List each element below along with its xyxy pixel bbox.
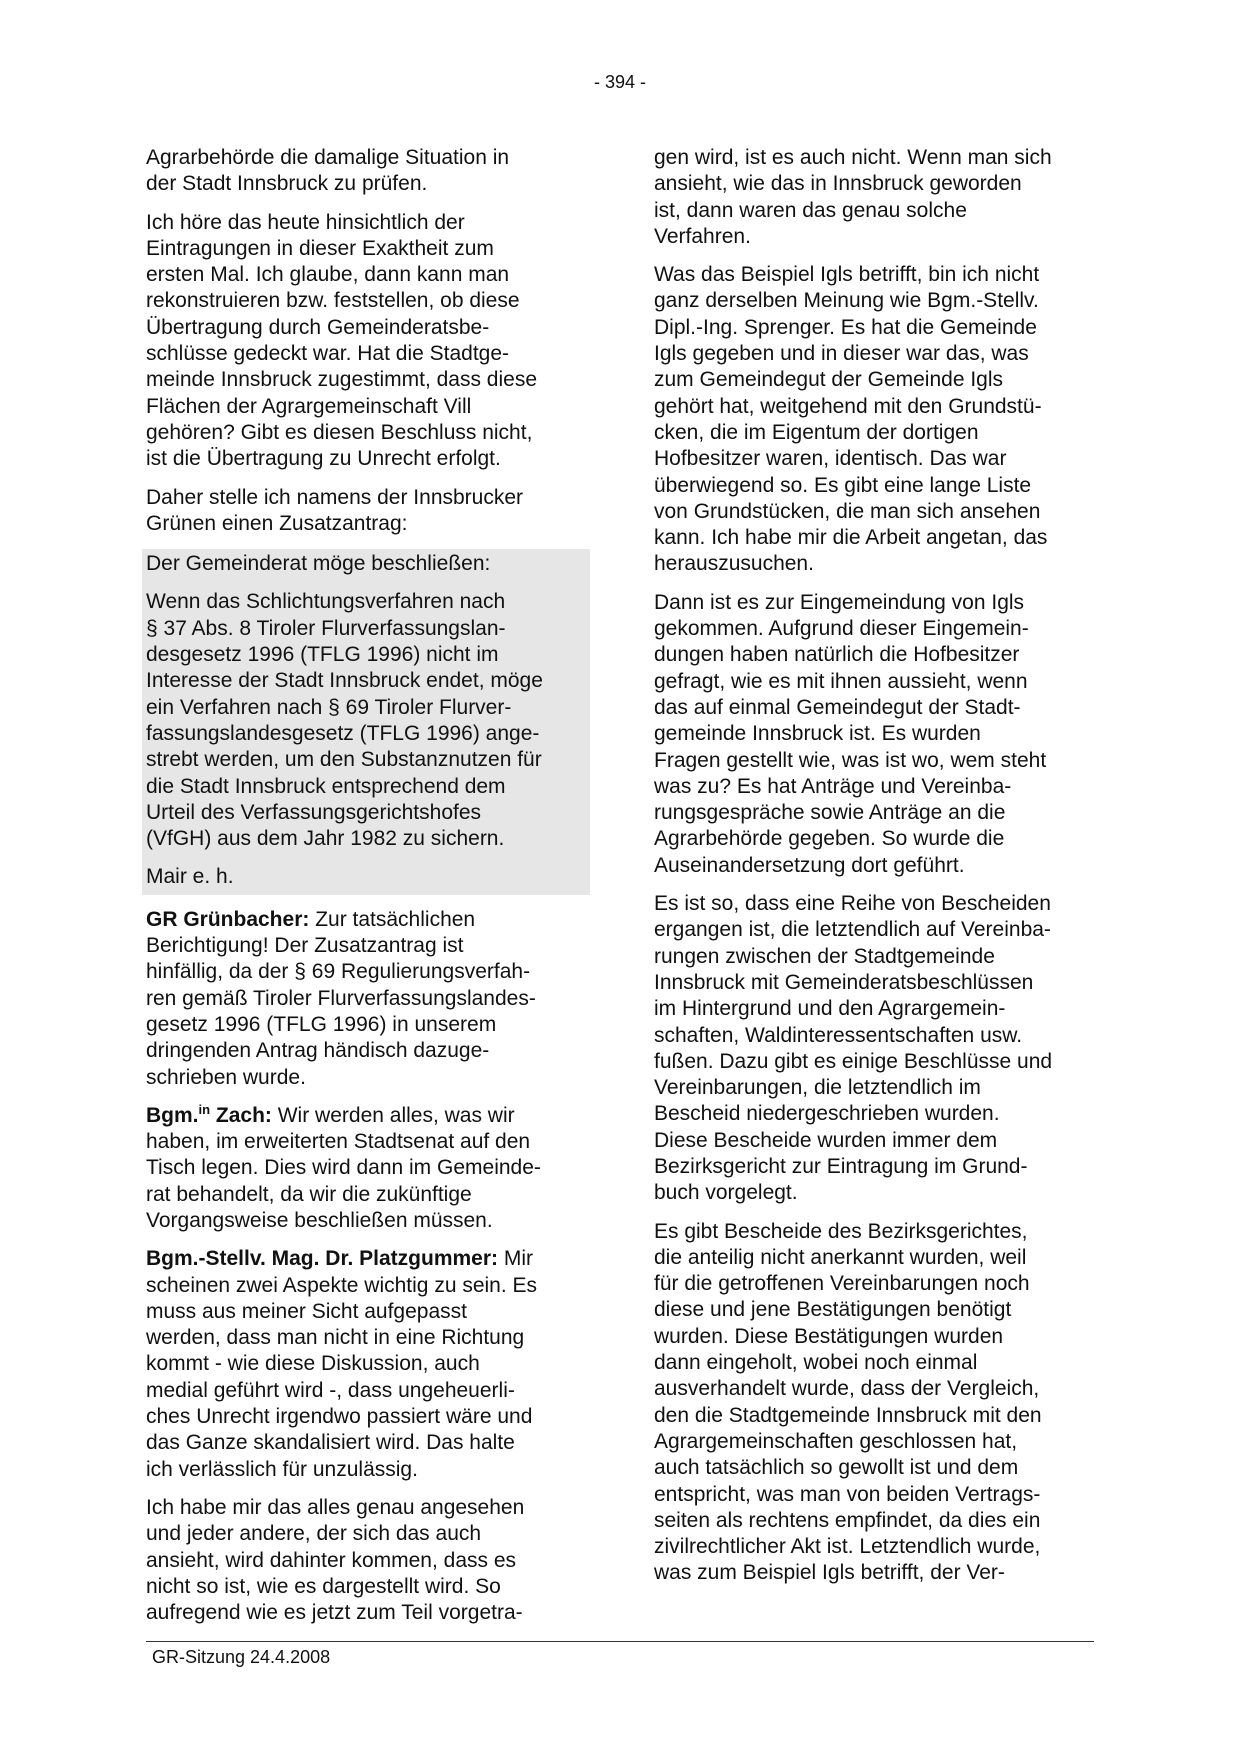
motion-heading: Der Gemeinderat möge beschließen: <box>146 552 491 576</box>
paragraph: Was das Beispiel Igls betrifft, bin ich nicht ganz derselben Meinung wie Bgm.-Stellv. Dipl.-Ing. Sprenger. Es hat die Gemeinde Igls gegeben und in dieser war das, was zum Gemeindegut der Gemeinde Igls gehört hat, weitgehend mit den Grundstü- cken, die im Eigentum der dortigen Hofbesitzer waren, identisch. Das war überwiegend so. Es gibt eine lange Liste von Grundstücken, die man sich ansehen kann. Ich habe mir die Arbeit angetan, das herauszusuchen. <box>654 263 1048 576</box>
paragraph: Dann ist es zur Eingemeindung von Igls gekommen. Aufgrund dieser Eingemein- dungen haben natürlich die Hofbesitzer gefragt, wie es mit ihnen aussieht, wenn das auf einmal Gemeindegut der Stadt- gemeinde Innsbruck ist. Es wurden Fragen gestellt wie, was ist wo, wem steht was zu? Es hat Anträge und Vereinba- rungsgespräche sowie Anträge an die Agrarbehörde gegeben. So wurde die Auseinandersetzung dort geführt. <box>654 590 1047 877</box>
paragraph: Ich höre das heute hinsichtlich der Eintragungen in dieser Exaktheit zum ersten Mal. Ich glaube, dann kann man rekonstruieren bzw. feststellen, ob diese Übertragung durch Gemeinderatsbe- schlüsse gedeckt war. Hat die Stadtge- meinde Innsbruck zugestimmt, dass diese Flächen der Agrargemeinschaft Vill gehören? Gibt es diesen Beschluss nicht, ist die Übertragung zu Unrecht erfolgt. <box>146 210 538 471</box>
speech-text: Wir werden alles, was wir haben, im erweiterten Stadtsenat auf den Tisch legen. Dies wird dann im Gemeinde- rat behandelt, da wir die zukünftige Vorgangsweise beschließen müssen. <box>146 1103 541 1232</box>
paragraph: Ich habe mir das alles genau angesehen und jeder andere, der sich das auch ansieht, wird dahinter kommen, dass es nicht so ist, wie es dargestellt wird. So aufregend wie es jetzt zum Teil vorgetra- <box>146 1495 525 1625</box>
motion-signature: Mair e. h. <box>146 865 234 889</box>
motion-box <box>142 549 590 895</box>
paragraph: Es gibt Bescheide des Bezirksgerichtes, die anteilig nicht anerkannt wurden, weil für die getroffenen Vereinbarungen noch diese und jene Bestätigungen benötigt wurden. Diese Bestätigungen wurden dann eingeholt, wobei noch einmal ausverhandelt wurde, dass der Vergleich, den die Stadtgemeinde Innsbruck mit den Agrargemeinschaften geschlossen hat, auch tatsächlich so gewollt ist und dem entspricht, was man von beiden Vertrags- seiten als rechtens empfindet, da dies ein zivilrechtlicher Akt ist. Letztendlich wurde, was zum Beispiel Igls betrifft, der Ver- <box>654 1219 1042 1585</box>
page-number: - 394 - <box>593 72 647 92</box>
motion-body: Wenn das Schlichtungsverfahren nach § 37 Abs. 8 Tiroler Flurverfassungslan- desgesetz 1996 (TFLG 1996) nicht im Interesse der Stadt Innsbruck endet, möge ein Verfahren nach § 69 Tiroler Flurver- fassungslandesgesetz (TFLG 1996) ange- strebt werden, um den Substanznutzen für die Stadt Innsbruck entsprechend dem Urteil des Verfassungsgerichtshofes (VfGH) aus dem Jahr 1982 zu sichern. <box>146 590 543 851</box>
speaker-name <box>146 1101 272 1127</box>
paragraph: Daher stelle ich namens der Innsbrucker Grünen einen Zusatzantrag: <box>146 485 524 535</box>
paragraph: Agrarbehörde die damalige Situation in der Stadt Innsbruck zu prüfen. <box>146 146 510 196</box>
speech-paragraph <box>146 907 586 1091</box>
speech-text: Zur tatsächlichen Berichtigung! Der Zusatzantrag ist hinfällig, da der § 69 Regulierungsverfah- ren gemäß Tiroler Flurverfassungslandes- gesetz 1996 (TFLG 1996) in unserem dringenden Antrag händisch dazuge- schrieben wurde. <box>146 907 536 1089</box>
footer-session-date: GR-Sitzung 24.4.2008 <box>152 1647 331 1667</box>
speech-text: Mir scheinen zwei Aspekte wichtig zu sein. Es muss aus meiner Sicht aufgepasst werden, dass man nicht in eine Richtung kommt - wie diese Diskussion, auch medial geführt wird -, dass ungeheuerli- ches Unrecht irgendwo passiert wäre und das Ganze skandalisiert wird. Das halte ich verlässlich für unzulässig. <box>146 1247 538 1481</box>
speaker-title: Bgm. <box>146 1103 199 1127</box>
speaker-name: GR Grünbacher: <box>146 907 310 931</box>
paragraph: Es ist so, dass eine Reihe von Bescheiden ergangen ist, die letztendlich auf Vereinba- rungen zwischen der Stadtgemeinde Innsbruck mit Gemeinderatsbeschlüssen im Hintergrund und den Agrargemein- schaften, Waldinteressentschaften usw. fußen. Dazu gibt es einige Beschlüsse und Vereinbarungen, die letztendlich im Bescheid niedergeschrieben wurden. Diese Bescheide wurden immer dem Bezirksgericht zur Eintragung im Grund- buch vorgelegt. <box>654 892 1053 1205</box>
speaker-superscript: in <box>198 1101 211 1117</box>
speaker-surname: Zach: <box>210 1103 272 1127</box>
footer-divider <box>146 1641 1094 1642</box>
speech-paragraph <box>146 1103 586 1234</box>
speaker-name: Bgm.-Stellv. Mag. Dr. Platzgummer: <box>146 1247 499 1271</box>
paragraph: gen wird, ist es auch nicht. Wenn man sich ansieht, wie das in Innsbruck geworden ist, dann waren das genau solche Verfahren. <box>654 146 1052 248</box>
speech-paragraph <box>146 1246 586 1483</box>
right-column <box>654 145 1096 1599</box>
left-column <box>146 145 586 1638</box>
